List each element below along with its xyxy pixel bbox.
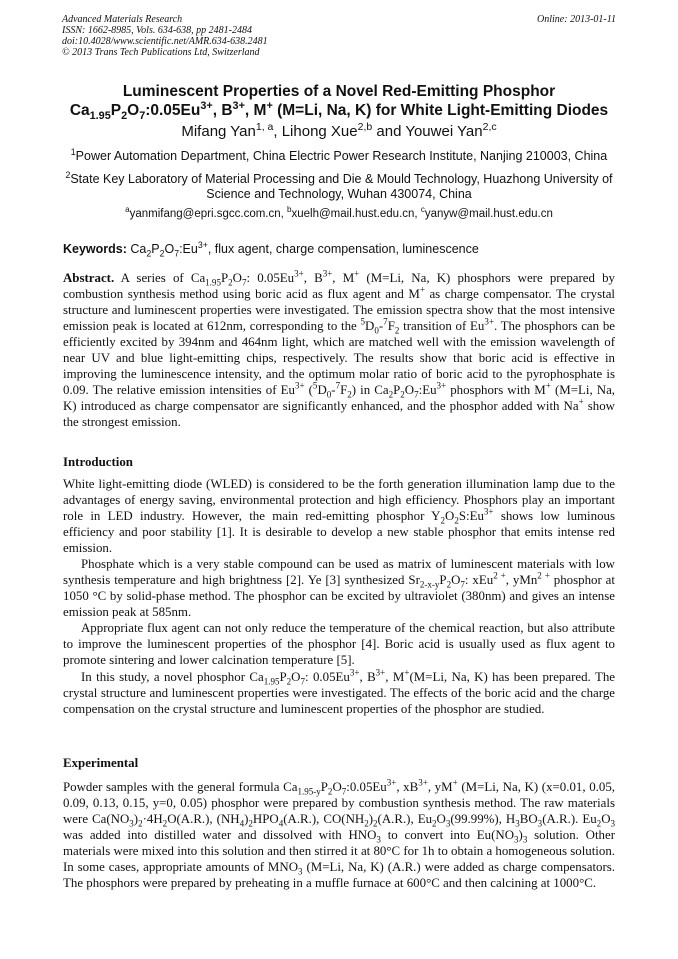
experimental-paragraph: Powder samples with the general formula $Ca_{1.95-y}P_2O_7:0.05Eu^{3+}$, $xB^{3+}$, yM+ (M=Li, Na, K) (x=0.01, 0.05, 0.09, 0.13, 0.15, y=0, 0.05) phosphor were prepared by combustion synthesis method. The raw materials were $Ca(NO_3)_2\cdot 4H_2O(A.R.)$, $(NH_4)_2HPO_4(A.R.)$, $CO(NH_2)_2(A.R.)$, $Eu_2O_3(99.99\%)$, $H_3BO_3(A.R.)$. $Eu_2O_3$ was added into distilled water and dissolved with $HNO_3$ to convert into $Eu(NO_3)_3$ solution. Other materials were mixed into this solution and then stirred it at 80°C for 1h to obtain a homogeneous solution. In some cases, appropriate amounts of $MNO_3$ (M=Li, Na, K) (A.R.) were added as charge compensators. The phosphors were prepared by preheating in a muffle furnace at 600°C and then calcining at 1000°C.: [63, 777, 616, 890]
paper-title: [40, 82, 638, 123]
journal-header: [62, 14, 616, 58]
intro-paragraph-1: White light-emitting diode (WLED) is considered to be the forth generation illumination lamp due to the advantages of energy saving, environmental protection and high efficiency. Phosphors play an important role in LED industry. However, the main red-emitting phosphor $Y_2O_2S:Eu^{3+}$ shows low luminous efficiency and poor stability [1]. It is desirable to develop a new stable phosphor that emits intense red emission.: [63, 477, 615, 555]
authors: Mifang Yan$^{1, a}$, Lihong Xue$^{2,b}$ and Youwei Yan$^{2,c}$: [181, 121, 497, 140]
affiliation-1: $^1$Power Automation Department, China Electric Power Research Institute, Nanjing 210003, China: [70, 146, 608, 163]
email-b[interactable]: xuelh@mail.hust.edu.cn,: [291, 208, 421, 220]
journal-name: Advanced Materials Research: [62, 14, 183, 25]
experimental-heading: Experimental: [63, 756, 139, 770]
title-line-1: Luminescent Properties of a Novel Red-Emitting Phosphor: [122, 83, 556, 100]
intro-paragraph-4: In this study, a novel phosphor $Ca_{1.95}P_2O_7$: $0.05Eu^{3+}$, $B^{3+}$, M+(M=Li, Na, K) has been prepared. The crystal structure and luminescent properties were investigated. The effects of the boric acid and the charge compensation on the crystal structure and luminescent properties of the phosphor are studied.: [63, 667, 615, 716]
intro-paragraph-3: Appropriate flux agent can not only reduce the temperature of the chemical reaction, but also attribute to improve the luminescent properties of the phosphor [4]. Boric acid is usually used as flux agent to promote sintering and lower calcination temperature [5].: [63, 621, 615, 667]
abstract: Abstract. A series of $Ca_{1.95}P_2O_7$: $0.05Eu^{3+}$, $B^{3+}$, M+ (M=Li, Na, K) phosphors were prepared by combustion synthesis method using boric acid as flux agent and M+ as charge compensator. The crystal structure and luminescent properties were investigated. The emission spectra show that the most intensive emission peak is located at 612nm, corresponding to the $^5D_0-^7F_2$ transition of $Eu^{3+}$. The phosphors can be efficiently excited by 394nm and 464nm light, which are matched well with the emission wavelength of near UV and blue light-emitting chips, respectively. The results show that boric acid is effective in improving the luminescence intensity, and the optimum molar ratio of boric acid to the pyrophosphate is 0.09. The relative emission intensities of $Eu^{3+}$ $(^5D_0-^7F_2)$ in $Ca_2P_2O_7:Eu^{3+}$ phosphors with M+ (M=Li, Na, K) introduced as charge compensator are significantly enhanced, and the phosphor added with Na+ show the strongest emission.: [63, 268, 616, 429]
email-c[interactable]: yanyw@mail.hust.edu.cn: [424, 208, 553, 220]
issn: ISSN: 1662-8985, Vols. 634-638, pp 2481-2484: [62, 25, 252, 36]
online-date: Online: 2013-01-11: [537, 14, 616, 25]
doi: doi:10.4028/www.scientific.net/AMR.634-638.2481: [62, 36, 268, 47]
email-a[interactable]: yanmifang@epri.sgcc.com.cn,: [129, 208, 288, 220]
introduction-heading: Introduction: [63, 455, 133, 469]
intro-paragraph-2: Phosphate which is a very stable compound can be used as matrix of luminescent materials with low synthesis temperature and high brightness [2]. Ye [3] synthesized $Sr_{2-x-y}P_2O_7$: xEu$^{2 +}$, yMn$^{2 +}$ phosphor at 1050 °C by solid-phase method. The phosphor can be excited by ultraviolet (380nm) and gives an intense emission peak at 585nm.: [63, 557, 615, 619]
title-line-2: $Ca_{1.95}P_2O_7:0.05Eu^{3+}$, $B^{3+}$, M+ (M=Li, Na, K) for White Light-Emitting Diodes: [69, 99, 609, 123]
keywords: Keywords: $Ca_2P_2O_7:Eu^{3+}$, flux agent, charge compensation, luminescence: [63, 239, 479, 259]
affiliation-2: $^2$State Key Laboratory of Material Processing and Die & Mould Technology, Huazhong University of Science and Technology, Wuhan 430074, China: [65, 169, 613, 201]
author-emails: $^a$yanmifang@epri.sgcc.com.cn, $^b$xuelh@mail.hust.edu.cn, $^c$yanyw@mail.hust.edu.cn: [125, 205, 553, 220]
copyright: © 2013 Trans Tech Publications Ltd, Switzerland: [62, 47, 260, 58]
